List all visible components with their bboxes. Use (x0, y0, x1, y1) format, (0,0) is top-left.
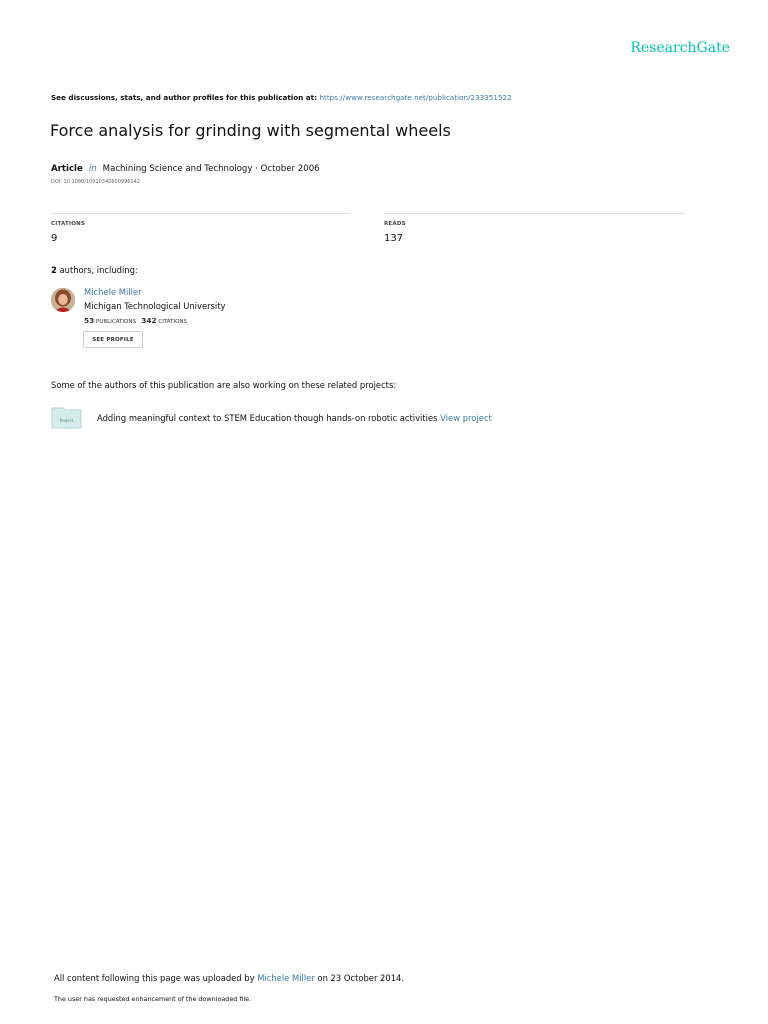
footer-suffix: on 23 October 2014. (317, 973, 405, 983)
view-project-link[interactable]: View project (440, 413, 492, 423)
authors-heading-text: authors, including: (59, 265, 138, 275)
author-avatar[interactable] (51, 288, 75, 312)
citations-label: CITATIONS (51, 221, 86, 227)
author-name-link[interactable]: Michele Miller (84, 287, 142, 297)
see-profile-button[interactable]: SEE PROFILE (83, 331, 143, 348)
reads-divider (384, 213, 684, 214)
author-citations-count: 342 (141, 316, 157, 325)
project-icon-label: Project (59, 418, 74, 423)
doi: DOI: 10.1080/10910340600996142 (51, 179, 140, 185)
publication-title: Force analysis for grinding with segmental wheels (50, 121, 451, 140)
author-stats (84, 316, 187, 325)
publication-url-link[interactable]: https://www.researchgate.net/publication/233351522 (319, 93, 512, 102)
authors-count: 2 (51, 265, 57, 275)
project-folder-icon (51, 405, 82, 429)
author-institution: Michigan Technological University (84, 301, 226, 311)
publication-meta (51, 164, 320, 174)
author-publications-count: 53 (84, 316, 95, 325)
citations-count: 9 (51, 233, 58, 244)
uploader-link[interactable]: Michele Miller (257, 973, 315, 983)
reads-label: READS (384, 221, 406, 227)
upload-footer (54, 973, 404, 983)
authors-heading (51, 265, 138, 275)
enhancement-note: The user has requested enhancement of the downloaded file. (54, 995, 252, 1003)
reads-count: 137 (384, 233, 404, 244)
footer-prefix: All content following this page was uploaded by (54, 973, 255, 983)
citations-divider (51, 213, 350, 214)
author-photo-icon (51, 288, 75, 312)
project-title: Adding meaningful context to STEM Education though hands-on robotic activities (97, 413, 438, 423)
publication-type: Article (51, 164, 83, 174)
author-publications-label: PUBLICATIONS (96, 319, 136, 325)
projects-heading: Some of the authors of this publication are also working on these related projects: (51, 380, 397, 390)
discussion-line (51, 93, 512, 102)
project-item (97, 413, 492, 423)
researchgate-logo[interactable]: ResearchGate (630, 40, 730, 56)
venue-date: Machining Science and Technology · October 2006 (102, 164, 320, 174)
in-label: in (88, 164, 97, 174)
author-citations-label: CITATIONS (158, 319, 188, 325)
discussion-text: See discussions, stats, and author profiles for this publication at: (51, 93, 317, 102)
